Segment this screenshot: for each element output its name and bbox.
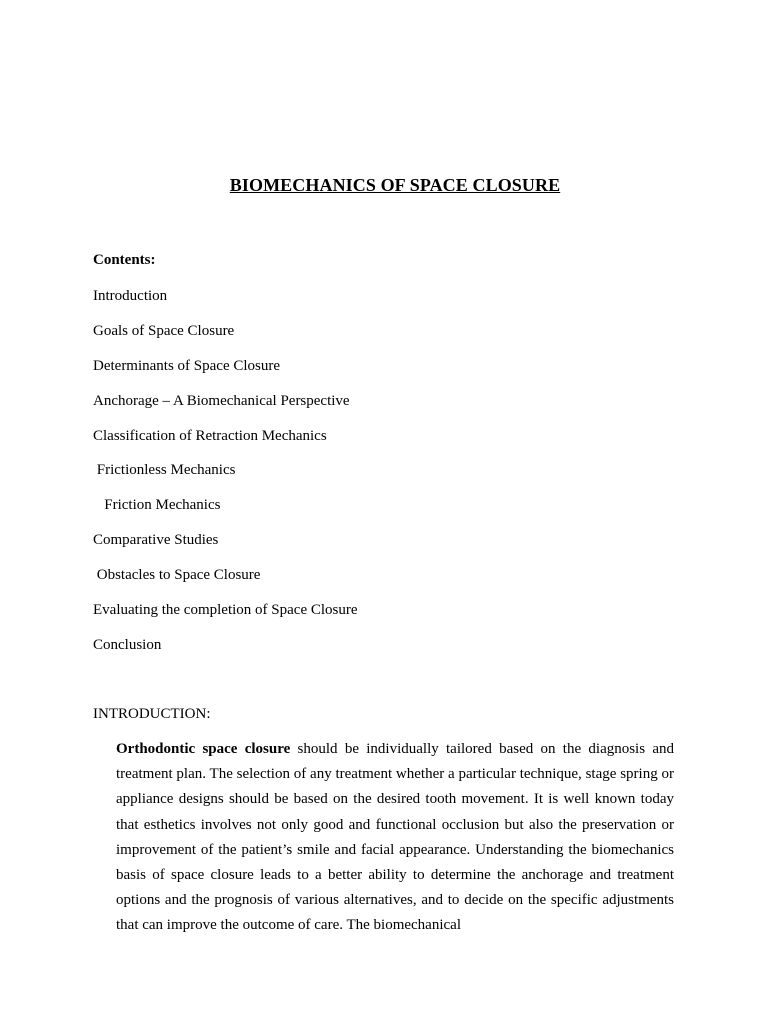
introduction-paragraph (116, 737, 674, 939)
introduction-body-text: should be individually tailored based on the diagnosis and treatment plan. The selection of any treatment whether a particular technique, stage spring or appliance designs should be based on the desired tooth movement. It is well known today that esthetics involves not only good and functional occlusion but also the preservation or improvement of the patient’s smile and facial appearance. Understanding the biomechanics basis of space closure leads to a better ability to determine the anchorage and treatment options and the prognosis of various alternatives, and to decide on the specific adjustments that can improve the outcome of care. The biomechanical (116, 741, 674, 934)
toc-item-introduction: Introduction (93, 288, 168, 304)
toc-item-friction-mechanics: Friction Mechanics (93, 497, 221, 514)
contents-heading: Contents: (93, 252, 156, 268)
table-of-contents (93, 287, 358, 671)
introduction-lead-text: Orthodontic space closure (116, 741, 291, 757)
toc-item-goals: Goals of Space Closure (93, 322, 235, 339)
introduction-heading: INTRODUCTION: (93, 706, 211, 722)
toc-item-comparative-studies: Comparative Studies (93, 532, 219, 549)
toc-item-frictionless-mechanics: Frictionless Mechanics (93, 462, 236, 479)
toc-item-conclusion: Conclusion (93, 636, 162, 653)
toc-item-anchorage: Anchorage – A Biomechanical Perspective (93, 392, 350, 409)
document-title: BIOMECHANICS OF SPACE CLOSURE (229, 175, 561, 195)
toc-item-determinants: Determinants of Space Closure (93, 357, 281, 374)
toc-item-evaluating-completion: Evaluating the completion of Space Closure (93, 602, 358, 619)
toc-item-classification: Classification of Retraction Mechanics (93, 427, 327, 444)
toc-item-obstacles: Obstacles to Space Closure (93, 567, 261, 584)
